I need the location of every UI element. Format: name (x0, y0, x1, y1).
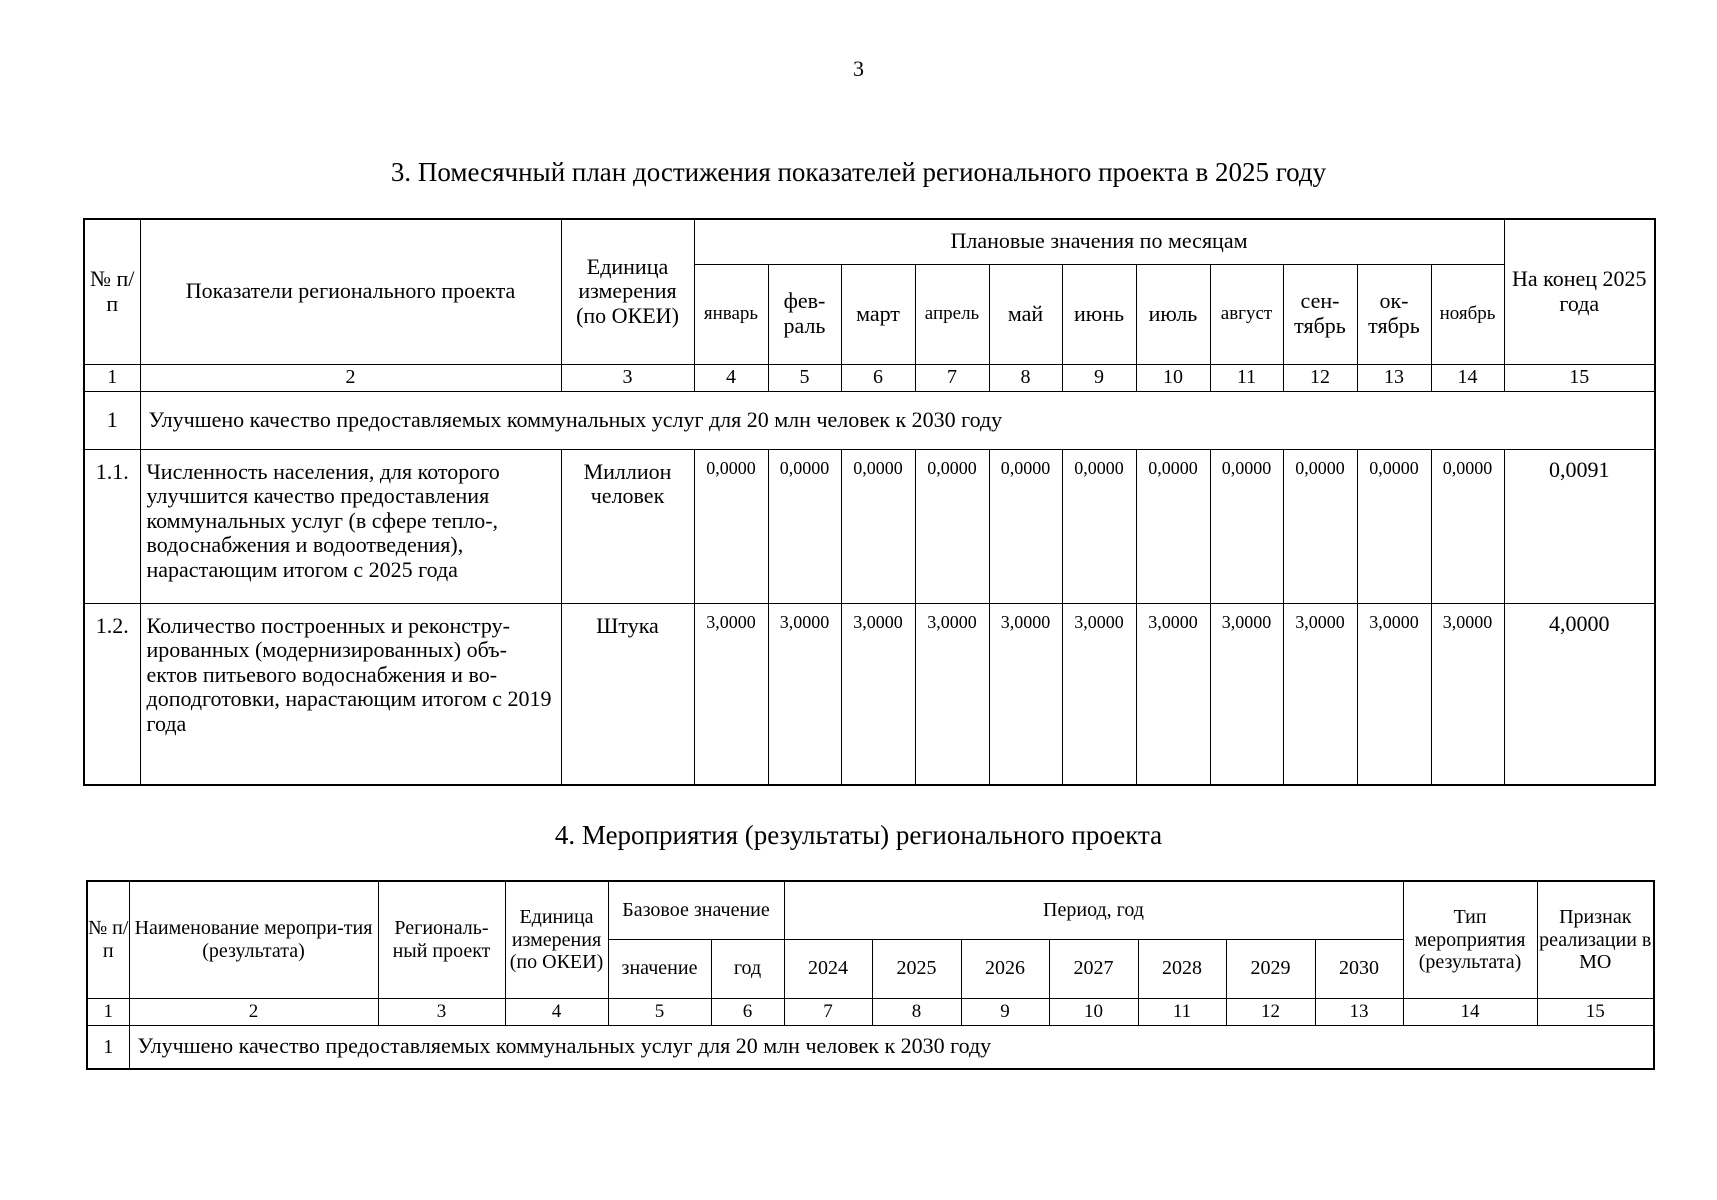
goal-number: 1 (87, 1025, 129, 1069)
month-value: 0,0000 (1136, 449, 1210, 603)
header-mo-sign: Признак реализации в МО (1537, 881, 1654, 998)
month-value: 0,0000 (1431, 449, 1504, 603)
section-4-title: 4. Мероприятия (результаты) регионального проекта (554, 820, 1163, 850)
activities-table (86, 880, 1655, 1070)
col-number: 13 (1357, 364, 1431, 391)
col-number: 11 (1210, 364, 1283, 391)
header-monthly-values: Плановые значения по месяцам (694, 219, 1504, 264)
col-number: 12 (1283, 364, 1357, 391)
month-value: 3,0000 (1210, 603, 1283, 785)
header-year: 2028 (1138, 939, 1226, 998)
goal-text: Улучшено качество предоставляемых коммунальных услуг для 20 млн человек к 2030 году (140, 391, 1655, 449)
row-number: 1.2. (84, 603, 140, 785)
goal-number: 1 (84, 391, 140, 449)
monthly-plan-table (83, 218, 1656, 786)
header-base-value-year: год (711, 939, 784, 998)
header-month: апрель (915, 264, 989, 364)
col-number: 13 (1315, 998, 1403, 1025)
col-number: 6 (711, 998, 784, 1025)
month-value: 3,0000 (989, 603, 1062, 785)
header-month: январь (694, 264, 768, 364)
header-year: 2027 (1049, 939, 1138, 998)
col-number: 7 (915, 364, 989, 391)
indicator-unit: Миллион человек (561, 449, 694, 603)
header-year: 2024 (784, 939, 872, 998)
header-unit: Единица измерения (по ОКЕИ) (561, 219, 694, 364)
month-value: 3,0000 (1283, 603, 1357, 785)
col-number: 5 (768, 364, 841, 391)
end-of-year-value: 4,0000 (1504, 603, 1655, 785)
month-value: 0,0000 (1357, 449, 1431, 603)
goal-text: Улучшено качество предоставляемых коммунальных услуг для 20 млн человек к 2030 году (129, 1025, 1654, 1069)
indicator-unit: Штука (561, 603, 694, 785)
header-month: ноябрь (1431, 264, 1504, 364)
header-month: август (1210, 264, 1283, 364)
col-number: 8 (872, 998, 961, 1025)
col-number: 14 (1431, 364, 1504, 391)
header-month: сен-тябрь (1283, 264, 1357, 364)
month-value: 0,0000 (694, 449, 768, 603)
header-month: ок-тябрь (1357, 264, 1431, 364)
header-num: № п/п (84, 219, 140, 364)
col-number: 10 (1136, 364, 1210, 391)
month-value: 0,0000 (1210, 449, 1283, 603)
col-number: 5 (608, 998, 711, 1025)
col-number: 1 (84, 364, 140, 391)
header-regional-project: Региональ-ный проект (378, 881, 505, 998)
col-number: 12 (1226, 998, 1315, 1025)
month-value: 0,0000 (915, 449, 989, 603)
month-value: 3,0000 (768, 603, 841, 785)
month-value: 3,0000 (841, 603, 915, 785)
header-activity-name: Наименование меропри-тия (результата) (129, 881, 378, 998)
header-activity-type: Тип мероприятия (результата) (1403, 881, 1537, 998)
col-number: 4 (694, 364, 768, 391)
month-value: 0,0000 (768, 449, 841, 603)
page-number: 3 (853, 56, 864, 81)
month-value: 0,0000 (1283, 449, 1357, 603)
col-number: 9 (961, 998, 1049, 1025)
col-number: 2 (140, 364, 561, 391)
header-year: 2026 (961, 939, 1049, 998)
header-indicator: Показатели регионального проекта (140, 219, 561, 364)
col-number: 7 (784, 998, 872, 1025)
month-value: 0,0000 (841, 449, 915, 603)
header-year: 2030 (1315, 939, 1403, 998)
col-number: 15 (1504, 364, 1655, 391)
header-year: 2025 (872, 939, 961, 998)
header-year: 2029 (1226, 939, 1315, 998)
col-number: 15 (1537, 998, 1654, 1025)
col-number: 10 (1049, 998, 1138, 1025)
header-month: март (841, 264, 915, 364)
col-number: 6 (841, 364, 915, 391)
header-base-value: Базовое значение (608, 881, 784, 939)
header-num: № п/п (87, 881, 129, 998)
header-month: июнь (1062, 264, 1136, 364)
month-value: 0,0000 (1062, 449, 1136, 603)
end-of-year-value: 0,0091 (1504, 449, 1655, 603)
header-unit: Единица измерения (по ОКЕИ) (505, 881, 608, 998)
month-value: 3,0000 (1357, 603, 1431, 785)
indicator-name: Количество построенных и реконстру-ированных (модернизированных) объ-ектов питьевого водоснабжения и во-доподготовки, нарастающим итогом с 2019 года (140, 603, 561, 785)
col-number: 14 (1403, 998, 1537, 1025)
month-value: 3,0000 (1062, 603, 1136, 785)
header-period: Период, год (784, 881, 1403, 939)
row-number: 1.1. (84, 449, 140, 603)
col-number: 4 (505, 998, 608, 1025)
month-value: 3,0000 (1431, 603, 1504, 785)
col-number: 3 (561, 364, 694, 391)
header-month: фев-раль (768, 264, 841, 364)
indicator-name: Численность населения, для которого улучшится качество предоставления коммунальных услуг (в сфере тепло-, водоснабжения и водоотведения), нарастающим итогом с 2025 года (140, 449, 561, 603)
header-month: июль (1136, 264, 1210, 364)
header-end-of-year: На конец 2025 года (1504, 219, 1655, 364)
month-value: 0,0000 (989, 449, 1062, 603)
header-base-value-value: значение (608, 939, 711, 998)
month-value: 3,0000 (915, 603, 989, 785)
month-value: 3,0000 (1136, 603, 1210, 785)
month-value: 3,0000 (694, 603, 768, 785)
col-number: 3 (378, 998, 505, 1025)
col-number: 1 (87, 998, 129, 1025)
col-number: 2 (129, 998, 378, 1025)
section-3-title: 3. Помесячный план достижения показателей регионального проекта в 2025 году (390, 157, 1327, 187)
header-month: май (989, 264, 1062, 364)
col-number: 9 (1062, 364, 1136, 391)
col-number: 8 (989, 364, 1062, 391)
col-number: 11 (1138, 998, 1226, 1025)
